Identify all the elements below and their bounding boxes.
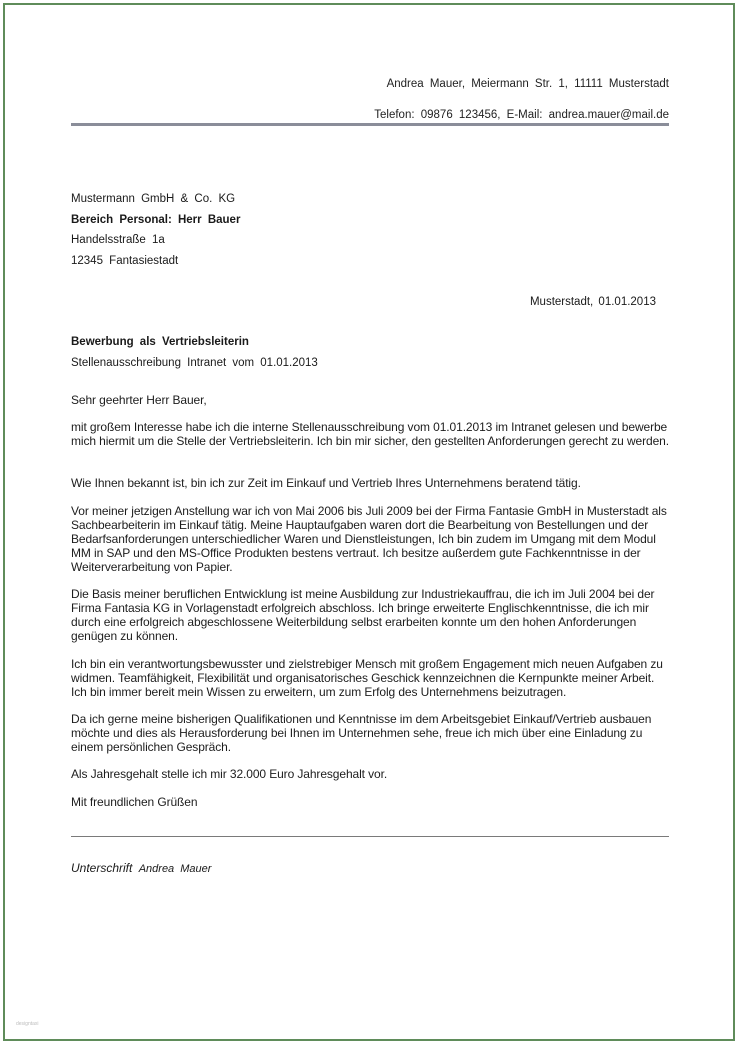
sender-contact: Telefon: 09876 123456, E-Mail: andrea.mauer@mail.de: [374, 109, 669, 121]
sender-address: Andrea Mauer, Meiermann Str. 1, 11111 Musterstadt: [386, 78, 669, 90]
salutation: Sehr geehrter Herr Bauer,: [71, 393, 207, 407]
paragraph-intro: mit großem Interesse habe ich die interne Stellenausschreibung vom 01.01.2013 im Intranet gelesen und bewerbe mich hiermit um die Stelle der Vertriebsleiterin. Ich bin mir sicher, den gestellten Anforderungen gerecht zu werden.: [71, 420, 669, 448]
signature-name: Andrea Mauer: [138, 863, 212, 875]
subject-reference: Stellenausschreibung Intranet vom 01.01.2013: [71, 357, 318, 369]
signature: [71, 861, 211, 875]
signature-line: [71, 836, 669, 837]
recipient-street: Handelsstraße 1a: [71, 234, 165, 246]
recipient-city: 12345 Fantasiestadt: [71, 255, 179, 267]
paragraph-education: Die Basis meiner beruflichen Entwicklung ist meine Ausbildung zur Industriekauffrau, die ich im Juli 2004 bei der Firma Fantasia KG in Vorlagenstadt erfolgreich abschloss. Ich bringe erweiterte Englischkenntnisse, die ich mir durch eine erfolgreich abgeschlossene Weiterbildung selbst erarbeiten konnte um den hohen Anforderungen genügen zu können.: [71, 587, 655, 643]
header-divider: [71, 123, 669, 126]
signature-label: Unterschrift: [71, 861, 133, 875]
paragraph-salary: Als Jahresgehalt stelle ich mir 32.000 Euro Jahresgehalt vor.: [71, 767, 388, 781]
recipient-company: Mustermann GmbH & Co. KG: [71, 193, 236, 205]
subject-title: Bewerbung als Vertriebsleiterin: [71, 336, 249, 348]
closing: Mit freundlichen Grüßen: [71, 795, 198, 809]
paragraph-current-role: Wie Ihnen bekannt ist, bin ich zur Zeit im Einkauf und Vertrieb Ihres Unternehmens beratend tätig.: [71, 476, 581, 490]
watermark: designtaxi: [16, 1021, 39, 1027]
paragraph-personality: Ich bin ein verantwortungsbewusster und zielstrebiger Mensch mit großem Engagement mich neuen Aufgaben zu widmen. Teamfähigkeit, Flexibilität und organisatorisches Geschick kennzeichnen die Kernpunkte meiner Arbeit. Ich bin immer bereit mein Wissen zu erweitern, um zum Erfolg des Unternehmens beizutragen.: [71, 657, 663, 699]
paragraph-previous-job: Vor meiner jetzigen Anstellung war ich von Mai 2006 bis Juli 2009 bei der Firma Fantasie GmbH in Musterstadt als Sachbearbeiterin im Einkauf tätig. Meine Hauptaufgaben waren dort die Bearbeitung von Bestellungen und der Bedarfsanforderungen unterschiedlicher Waren und Dienstleistungen, Ich bin zudem im Umgang mit dem Modul MM in SAP und den MS-Office Produkten bestens vertraut. Ich besitze außerdem gute Fachkenntnisse in der Weiterverarbeitung von Papier.: [71, 504, 667, 574]
letter-date: Musterstadt, 01.01.2013: [529, 296, 656, 308]
paragraph-interview: Da ich gerne meine bisherigen Qualifikationen und Kenntnisse im dem Arbeitsgebiet Einkauf/Vertrieb ausbauen möchte und dies als Herausforderung bei Ihnen im Unternehmen sehe, freue ich mich über eine Einladung zu einem persönlichen Gespräch.: [71, 712, 652, 754]
recipient-department: Bereich Personal: Herr Bauer: [71, 214, 241, 226]
